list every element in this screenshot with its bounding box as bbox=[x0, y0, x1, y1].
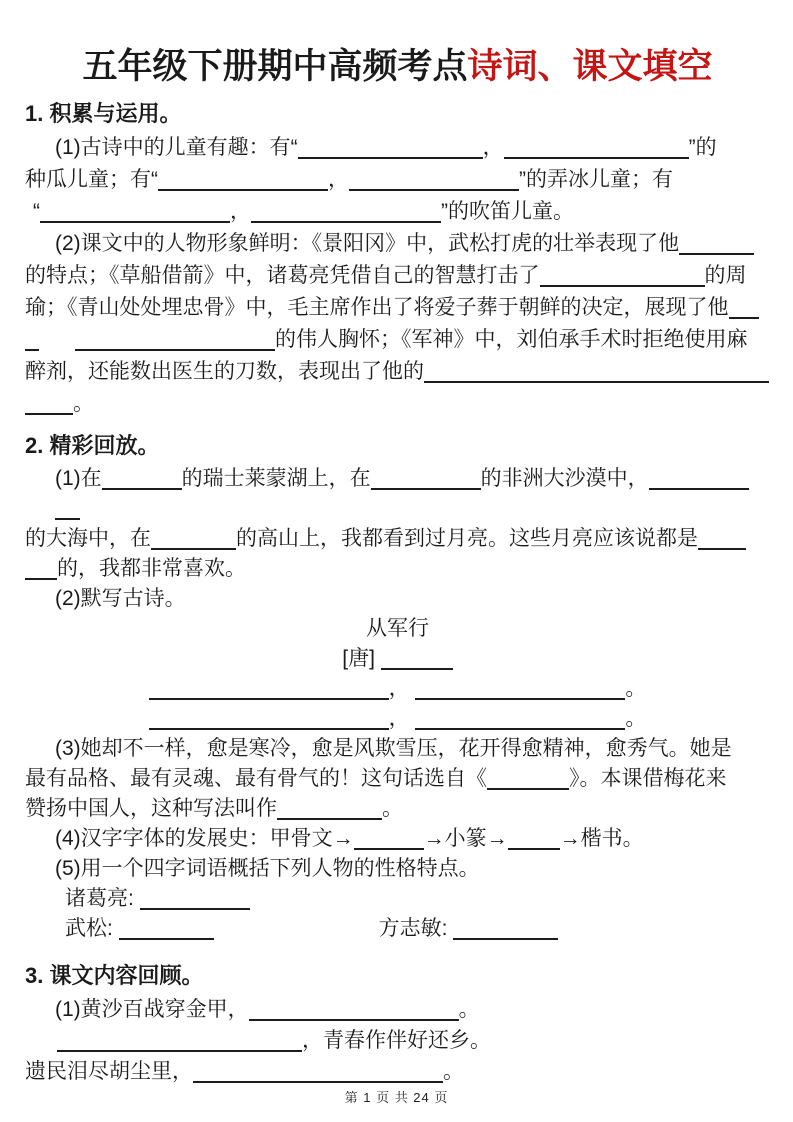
s2-q1-line2 bbox=[25, 494, 770, 524]
blank-underline bbox=[149, 698, 389, 700]
blank-underline bbox=[249, 1019, 459, 1021]
text-run: 的大海中，在 bbox=[25, 527, 151, 550]
blank-underline bbox=[25, 578, 57, 580]
blank-underline bbox=[415, 698, 625, 700]
spacer bbox=[39, 345, 75, 346]
blank-underline bbox=[193, 1081, 443, 1083]
s2-q2-line1 bbox=[25, 584, 770, 614]
blank-underline bbox=[487, 788, 569, 790]
text-run: 。 bbox=[382, 797, 403, 820]
section-1-heading bbox=[25, 96, 770, 132]
section-2-heading bbox=[25, 428, 770, 464]
page-title bbox=[25, 46, 770, 88]
text-run: 种瓜儿童；有“ bbox=[25, 168, 158, 191]
text-run: 诸葛亮: bbox=[65, 887, 140, 910]
s2-q1-line4 bbox=[25, 554, 770, 584]
text-run: 的特点；《草船借箭》中，诸葛亮凭借自己的智慧打击了 bbox=[25, 264, 540, 287]
text-run: ”的弄冰儿童；有 bbox=[519, 168, 673, 191]
text-run: ”的 bbox=[688, 136, 717, 159]
text-run: ，青春作伴好还乡。 bbox=[302, 1029, 491, 1052]
text-run: →小篆→ bbox=[423, 827, 508, 850]
text-run: [唐] bbox=[342, 647, 381, 670]
text-run: →楷书。 bbox=[559, 827, 644, 850]
s2-q1-line3 bbox=[25, 524, 770, 554]
s1-q2-line5 bbox=[25, 356, 770, 388]
text-run: ， bbox=[388, 677, 416, 700]
blank-underline bbox=[698, 548, 746, 550]
blank-underline bbox=[298, 157, 483, 159]
blank-underline bbox=[354, 848, 424, 850]
blank-underline bbox=[371, 488, 481, 490]
text-run: 。 bbox=[73, 392, 94, 415]
blank-underline bbox=[251, 221, 441, 223]
section-3-heading bbox=[25, 958, 770, 994]
text-run: (2)课文中的人物形象鲜明：《景阳冈》中，武松打虎的壮举表现了他 bbox=[55, 232, 680, 255]
page-title-black: 五年级下册期中高频考点 bbox=[82, 47, 468, 86]
blank-underline bbox=[149, 728, 389, 730]
page-title-red: 诗词、课文填空 bbox=[467, 47, 713, 86]
s1-q2-line2 bbox=[25, 260, 770, 292]
blank-underline bbox=[102, 488, 182, 490]
text-run: (1)黄沙百战穿金甲， bbox=[55, 998, 249, 1021]
s2-q3-line1 bbox=[25, 734, 770, 764]
blank-underline bbox=[453, 938, 558, 940]
poem-blank-line1 bbox=[25, 674, 770, 704]
text-run: 的瑞士莱蒙湖上，在 bbox=[181, 467, 371, 490]
s2-q5-line1 bbox=[25, 854, 770, 884]
s3-q1-line2 bbox=[25, 1025, 770, 1056]
s2-q3-line2 bbox=[25, 764, 770, 794]
s2-q5-wusong-fangzhimin bbox=[25, 914, 770, 944]
blank-underline bbox=[140, 908, 250, 910]
text-run: 方志敏: bbox=[378, 917, 454, 940]
text-run: 》。本课借梅花来 bbox=[569, 767, 727, 790]
text-run: 的高山上，我都看到过月亮。这些月亮应该说都是 bbox=[236, 527, 698, 550]
blank-underline bbox=[277, 818, 382, 820]
text-run: (5)用一个四字词语概括下列人物的性格特点。 bbox=[55, 857, 480, 880]
text-run: ， bbox=[388, 707, 416, 730]
blank-underline bbox=[649, 488, 749, 490]
text-run: 遗民泪尽胡尘里， bbox=[25, 1060, 193, 1083]
text-run: 赞扬中国人，这种写法叫作 bbox=[25, 797, 277, 820]
text-run: 。 bbox=[458, 998, 480, 1021]
text-run: (2)默写古诗。 bbox=[55, 587, 186, 610]
text-run: ， bbox=[328, 168, 349, 191]
worksheet-content bbox=[0, 46, 793, 1087]
s1-q2-line6 bbox=[25, 388, 770, 420]
s1-q2-line3 bbox=[25, 292, 770, 324]
s3-q1-line3 bbox=[25, 1056, 770, 1087]
blank-underline bbox=[729, 317, 759, 319]
blank-underline bbox=[504, 157, 689, 159]
text-run: 瑜；《青山处处埋忠骨》中，毛主席作出了将爱子葬于朝鲜的决定，展现了他 bbox=[25, 296, 729, 319]
blank-underline bbox=[75, 349, 275, 351]
text-run: (4)汉字字体的发展史：甲骨文→ bbox=[55, 827, 354, 850]
text-run: “ bbox=[33, 200, 40, 223]
blank-underline bbox=[540, 285, 705, 287]
blank-underline bbox=[25, 349, 39, 351]
text-run: 最有品格、最有灵魂、最有骨气的！这句话选自《 bbox=[25, 767, 487, 790]
blank-underline bbox=[381, 668, 453, 670]
text-run: ”的吹笛儿童。 bbox=[441, 200, 574, 223]
s1-q2-line4 bbox=[25, 324, 770, 356]
text-run: 2. 精彩回放。 bbox=[25, 433, 160, 458]
blank-underline bbox=[119, 938, 214, 940]
text-run: 的周 bbox=[704, 264, 747, 287]
s1-q1-line1 bbox=[25, 132, 770, 164]
text-run: 武松: bbox=[65, 917, 119, 940]
page-footer: 第 1 页 共 24 页 bbox=[344, 1090, 449, 1105]
text-run: 。 bbox=[625, 677, 647, 700]
text-run: 的伟人胸怀；《军神》中，刘伯承手术时拒绝使用麻 bbox=[275, 328, 748, 351]
blank-underline bbox=[415, 728, 625, 730]
text-run: 1. 积累与运用。 bbox=[25, 101, 182, 126]
blank-underline bbox=[158, 189, 328, 191]
s2-q1-line1 bbox=[25, 464, 770, 494]
text-run: 。 bbox=[443, 1060, 464, 1083]
blank-underline bbox=[424, 381, 769, 383]
blank-underline bbox=[349, 189, 519, 191]
blank-underline bbox=[151, 548, 236, 550]
s2-q3-line3 bbox=[25, 794, 770, 824]
s1-q1-line2 bbox=[25, 164, 770, 196]
s1-q2-line1 bbox=[25, 228, 770, 260]
text-run: (1)在 bbox=[55, 467, 102, 490]
text-run: 醉剂，还能数出医生的刀数，表现出了他的 bbox=[25, 360, 424, 383]
s3-q1-line1 bbox=[25, 994, 770, 1025]
text-run: ， bbox=[230, 200, 251, 223]
poem-title bbox=[25, 614, 770, 644]
blank-underline bbox=[40, 221, 230, 223]
blank-underline bbox=[25, 413, 73, 415]
text-run: (3)她却不一样，愈是寒冷，愈是风欺雪压，花开得愈精神，愈秀气。她是 bbox=[55, 737, 732, 760]
s2-q5-zhugeliang bbox=[25, 884, 770, 914]
blank-underline bbox=[679, 253, 754, 255]
text-run: 。 bbox=[625, 707, 647, 730]
text-run: 的非洲大沙漠中， bbox=[480, 467, 649, 490]
blank-underline bbox=[57, 1050, 302, 1052]
spacer bbox=[214, 934, 379, 935]
s2-q4-line1 bbox=[25, 824, 770, 854]
poem-blank-line2 bbox=[25, 704, 770, 734]
text-run: 从军行 bbox=[366, 617, 429, 640]
text-run: 的，我都非常喜欢。 bbox=[57, 557, 246, 580]
text-run: 3. 课文内容回顾。 bbox=[25, 963, 204, 988]
blank-underline bbox=[55, 518, 80, 520]
poem-author bbox=[25, 644, 770, 674]
blank-underline bbox=[508, 848, 560, 850]
document-body bbox=[25, 96, 770, 1087]
text-run: (1)古诗中的儿童有趣：有“ bbox=[55, 136, 298, 159]
text-run: ， bbox=[482, 136, 504, 159]
s1-q1-line3 bbox=[25, 196, 770, 228]
